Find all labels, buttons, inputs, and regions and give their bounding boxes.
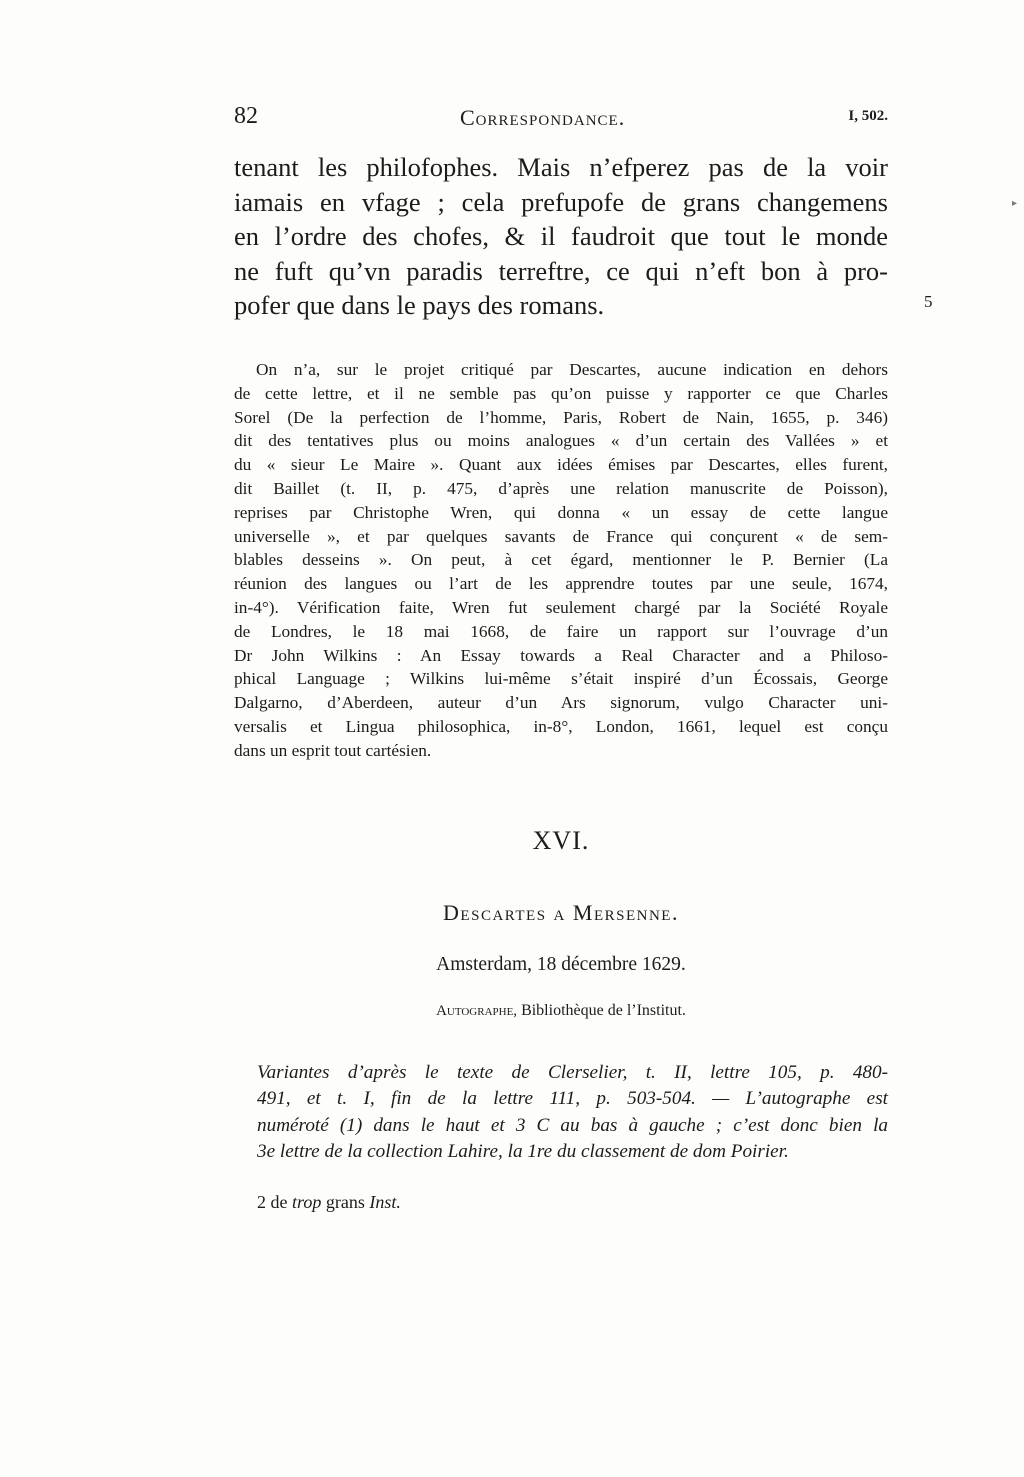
commentary-line: du « sieur Le Maire ». Quant aux idées émises par Descartes, elles furent, [234,455,888,475]
variants-line: 3e lettre de la collection Lahire, la 1re du classement de dom Poirier. [257,1140,789,1162]
commentary-line: blables desseins ». On peut, à cet égard, mentionner le P. Bernier (La [234,550,888,570]
letter-dateline: Amsterdam, 18 décembre 1629. [436,954,686,975]
text-line: iamais en vfage ; cela prefupofe de grans changemens [234,186,888,217]
running-title: Correspondance. [460,105,626,130]
text-line: tenant les philofophes. Mais n’efperez pas de la voir [234,152,888,182]
footnote-text: de [270,1192,288,1212]
commentary-line: dans un esprit tout cartésien. [234,740,432,760]
commentary-line: phical Language ; Wilkins lui-même s’était inspiré d’un Écossais, George [234,669,888,689]
commentary-line: reprises par Christophe Wren, qui donna « un essay de cette langue [234,502,888,522]
commentary-line: Dr John Wilkins : An Essay towards a Real Character and a Philoso- [234,645,888,665]
footnote [257,1192,401,1213]
commentary-line: de cette lettre, et il ne semble pas qu’on puisse y rapporter ce que Charles [234,383,888,403]
source-text: Bibliothèque de l’Institut. [521,1002,686,1019]
footnote-italic: Inst. [369,1192,401,1212]
commentary-line: de Londres, le 18 mai 1668, de faire un rapport sur l’ouvrage d’un [234,621,888,641]
commentary-line: On n’a, sur le projet critiqué par Descartes, aucune indication en dehors [256,360,888,379]
commentary-line: in-4°). Vérification faite, Wren fut seulement chargé par la Société Royale [234,597,888,617]
footnote-italic: trop [292,1192,322,1212]
variants-line: numéroté (1) dans le haut et 3 C au bas à gauche ; c’est donc bien la [257,1114,888,1136]
text-line: pofer que dans le pays des romans. [234,290,605,321]
variants-line: Variantes d’après le texte de Clerselier, t. II, lettre 105, p. 480- [257,1062,888,1083]
variants-note [257,1060,888,1165]
commentary-line: dit Baillet (t. II, p. 475, d’après une relation manuscrite de Poisson), [234,478,888,498]
volume-reference: I, 502. [848,108,888,124]
margin-line-number: 5 [924,292,933,311]
footnote-number: 2 [257,1192,266,1212]
commentary-line: universelle », et par quelques savants de France qui conçurent « de sem- [234,526,888,546]
text-line: en l’ordre des chofes, & il faudroit que tout le monde [234,221,888,252]
page-header [234,103,888,133]
letter-text-block [234,150,888,323]
page-number: 82 [234,103,258,129]
commentary-line: Sorel (De la perfection de l’homme, Paris, Robert de Nain, 1655, p. 346) [234,407,888,427]
letter-source [234,1002,888,1020]
source-label: Autographe, [436,1003,518,1019]
letter-number: XVI. [532,826,590,855]
text-line: ne fuft qu’vn paradis terreftre, ce qui n’eft bon à pro- [234,255,888,286]
commentary-line: réunion des langues ou l’art de les apprendre toutes par une seule, 1674, [234,574,888,594]
commentary-line: Dalgarno, d’Aberdeen, auteur d’un Ars signorum, vulgo Character uni- [234,693,888,713]
commentary-line: dit des tentatives plus ou moins analogues « d’un certain des Vallées » et [234,431,888,451]
commentary-line: versalis et Lingua philosophica, in-8°, London, 1661, lequel est conçu [234,716,888,736]
variants-line: 491, et t. I, fin de la lettre 111, p. 503-504. — L’autographe est [257,1088,888,1110]
margin-mark: ▸ [1012,198,1018,209]
footnote-text: grans [325,1192,365,1212]
editorial-commentary [234,358,888,763]
letter-heading: Descartes a Mersenne. [443,900,679,925]
